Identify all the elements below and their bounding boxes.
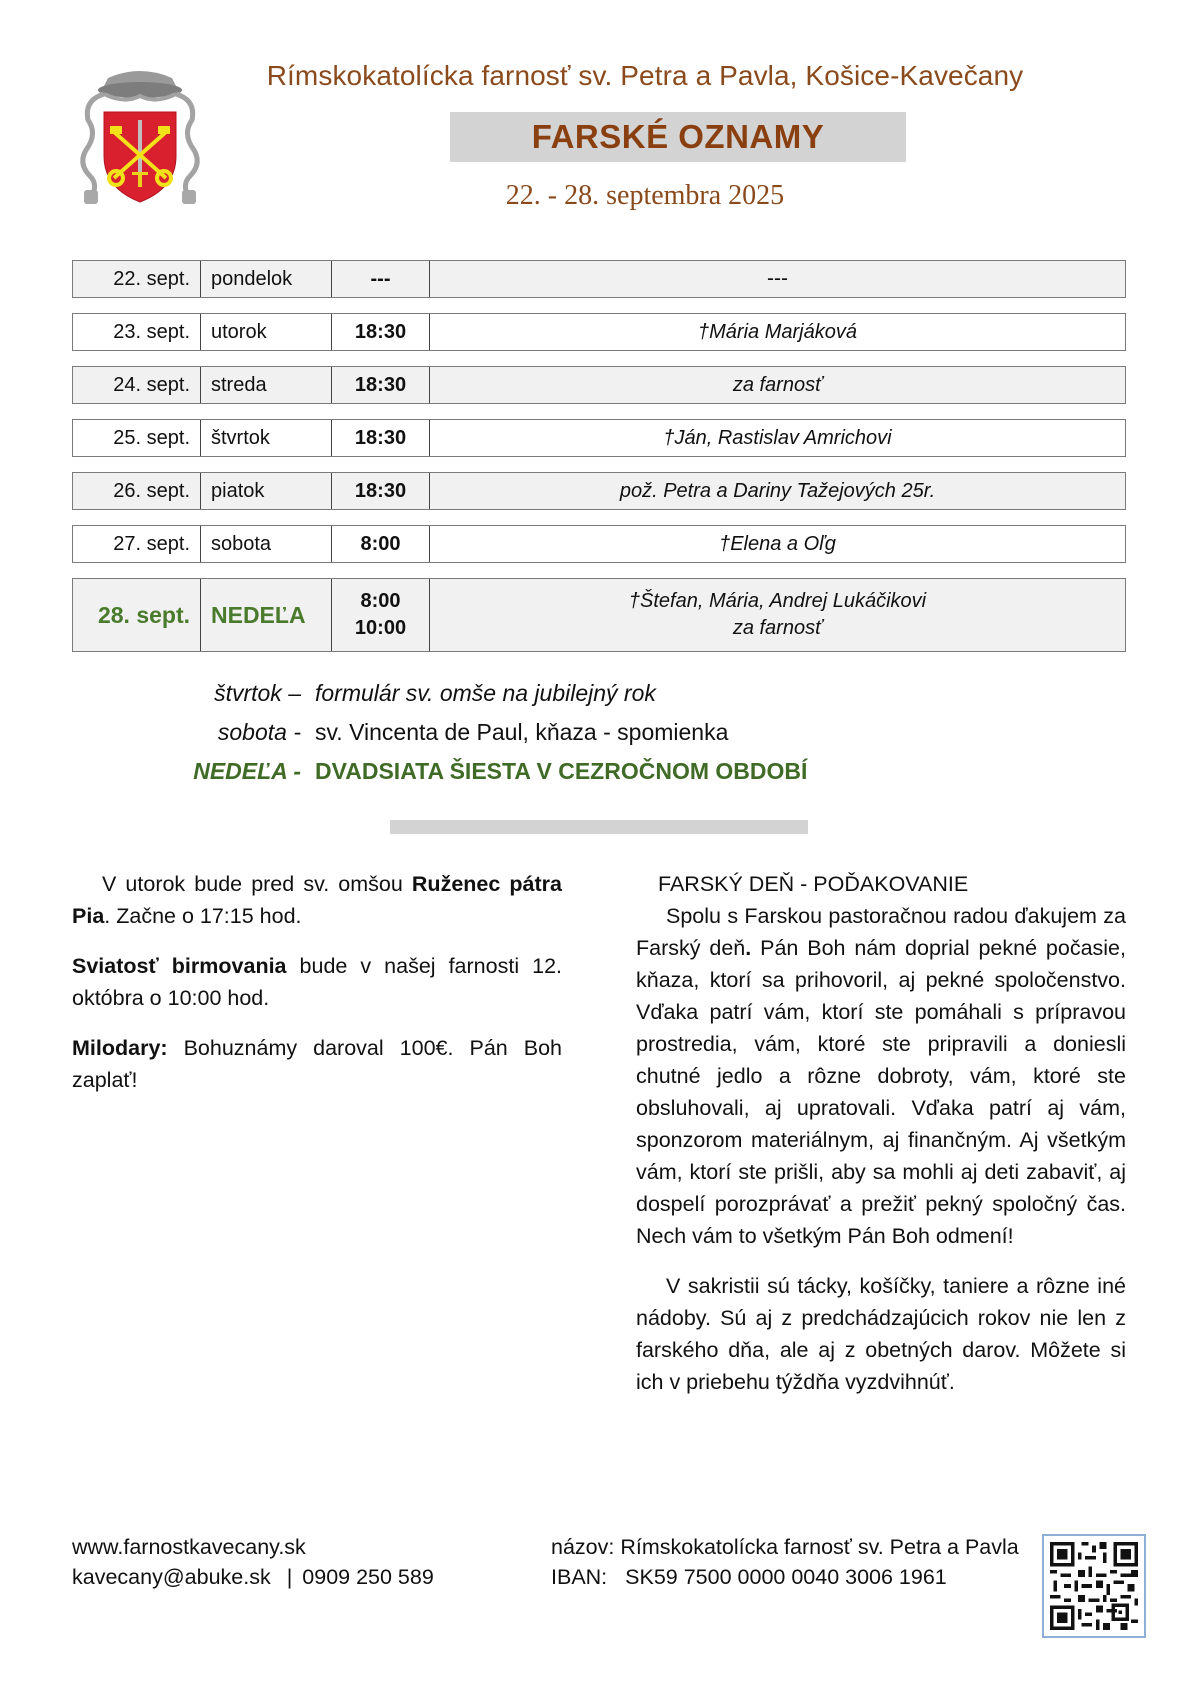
schedule-row xyxy=(72,419,1126,457)
text: bude v našej farnosti 12. októbra o 10:00 hod. xyxy=(72,954,563,1010)
schedule-row xyxy=(72,472,1126,510)
intention-text: †Štefan, Mária, Andrej Lukáčikovi xyxy=(628,590,927,612)
schedule-time xyxy=(332,261,430,297)
date-range: 22. - 28. septembra 2025 xyxy=(505,180,785,211)
sacristy-paragraph: V sakristii sú tácky, košíčky, taniere a rôzne iné nádoby. Sú aj z predchádzajúcich rokov nie len z farského dňa, ale aj z obetných darov. Môžete si ich v priebehu týždňa vyzdvihnúť. xyxy=(636,1274,1126,1394)
footer-contact xyxy=(72,1532,434,1592)
confirmation-announcement xyxy=(72,950,562,1014)
website-link[interactable]: www.farnostkavecany.sk xyxy=(72,1535,306,1559)
schedule-intention xyxy=(430,367,1125,403)
schedule-time xyxy=(332,367,430,403)
iban-label: IBAN: xyxy=(551,1565,608,1589)
note-label: štvrtok – xyxy=(214,680,301,706)
time-value: 8:00 xyxy=(360,590,401,612)
time-value: 10:00 xyxy=(354,617,407,639)
bold-text: Ruženec pátra Pia xyxy=(72,872,562,928)
bold-text: Sviatosť birmovania xyxy=(72,954,287,978)
schedule-day: streda xyxy=(201,367,332,403)
name-label: názov: xyxy=(551,1535,615,1559)
text: V utorok bude pred sv. omšou xyxy=(102,872,412,896)
schedule-date: 26. sept. xyxy=(73,473,201,509)
schedule-day: utorok xyxy=(201,314,332,350)
schedule-row xyxy=(72,313,1126,351)
schedule-row xyxy=(72,525,1126,563)
schedule-intention xyxy=(430,314,1125,350)
schedule-date: 27. sept. xyxy=(73,526,201,562)
announcements-right xyxy=(636,868,1126,1416)
schedule-date: 23. sept. xyxy=(73,314,201,350)
parish-name: Rímskokatolícka farnosť sv. Petra a Pavla, Košice-Kavečany xyxy=(266,60,1024,91)
schedule-day: sobota xyxy=(201,526,332,562)
phone-number: 0909 250 589 xyxy=(302,1565,434,1589)
note-text: formulár sv. omše na jubilejný rok xyxy=(315,680,656,706)
text: Bohuznámy daroval 100€. Pán Boh zaplať! xyxy=(72,1036,562,1092)
intention-text: za farnosť xyxy=(732,617,823,639)
text: Pán Boh nám doprial pekné počasie, kňaza, ktorí sa prihovoril, aj pekné spoločenstvo. Vďaka patrí vám, ktorí ste pomáhali s prípravou prostredia, vám, ktoré ste pripravili a doniesli chutné jedlo a rôzne dobroty, vám, ktoré ste obsluhovali, aj upratovali. Vďaka patrí aj vám, sponzorom materiálnym, aj finančným. Aj všetkým vám, ktorí ste prišli, aby sa mohli aj deti zabaviť, aj dospelí porozprávať a prežiť pekný spoločný čas. Nech vám to všetkým Pán Boh odmení! xyxy=(636,936,1126,1248)
intention-text: †Mária Marjáková xyxy=(698,320,857,343)
text: Spolu s Farskou pastoračnou radou ďakujem za Farský deň xyxy=(636,904,1126,960)
schedule-time xyxy=(332,473,430,509)
schedule-intention xyxy=(430,473,1125,509)
rosary-announcement xyxy=(72,868,562,932)
schedule-day: pondelok xyxy=(201,261,332,297)
time-value: --- xyxy=(370,267,391,290)
intention-text: pož. Petra a Dariny Tažejových 25r. xyxy=(619,479,936,502)
title-banner xyxy=(450,112,906,162)
schedule-date: 28. sept. xyxy=(73,579,201,651)
schedule-date: 25. sept. xyxy=(73,420,201,456)
schedule-date: 22. sept. xyxy=(73,261,201,297)
qr-code-icon xyxy=(1042,1534,1146,1638)
note-label: NEDEĽA - xyxy=(193,758,301,784)
schedule-day: NEDEĽA xyxy=(201,579,332,651)
intention-text: †Elena a Oľg xyxy=(719,532,836,555)
time-value: 18:30 xyxy=(354,320,407,343)
time-value: 18:30 xyxy=(354,426,407,449)
liturgical-note xyxy=(150,680,850,707)
schedule-day: piatok xyxy=(201,473,332,509)
intention-text: za farnosť xyxy=(732,373,823,396)
section-divider xyxy=(390,820,808,834)
iban-value: SK59 7500 0000 0040 3006 1961 xyxy=(625,1565,947,1589)
schedule-time xyxy=(332,526,430,562)
schedule-day: štvrtok xyxy=(201,420,332,456)
schedule-row xyxy=(72,260,1126,298)
time-value: 8:00 xyxy=(360,532,401,555)
page-title: FARSKÉ OZNAMY xyxy=(531,118,825,155)
parish-crest-icon xyxy=(74,60,206,208)
note-text: sv. Vincenta de Paul, kňaza - spomienka xyxy=(315,719,729,745)
time-value: 18:30 xyxy=(354,479,407,502)
announcements-left xyxy=(72,868,562,1114)
schedule-intention xyxy=(430,526,1125,562)
footer-bank xyxy=(551,1532,1019,1592)
time-value: 18:30 xyxy=(354,373,407,396)
section-heading: FARSKÝ DEŇ - POĎAKOVANIE xyxy=(658,872,969,896)
text: . xyxy=(745,936,752,960)
name-value: Rímskokatolícka farnosť sv. Petra a Pavla xyxy=(620,1535,1019,1559)
schedule-date: 24. sept. xyxy=(73,367,201,403)
liturgical-note-sunday xyxy=(150,758,850,785)
note-text: DVADSIATA ŠIESTA V CEZROČNOM OBDOBÍ xyxy=(315,758,808,784)
schedule-time xyxy=(332,420,430,456)
email-link[interactable]: kavecany@abuke.sk xyxy=(72,1565,271,1589)
schedule-time xyxy=(332,314,430,350)
intention-text: †Ján, Rastislav Amrichovi xyxy=(663,426,892,449)
schedule-intention xyxy=(430,579,1125,651)
schedule-row-sunday xyxy=(72,578,1126,652)
schedule-intention xyxy=(430,420,1125,456)
liturgical-note xyxy=(150,719,850,746)
thanks-paragraph xyxy=(636,900,1126,1252)
schedule-row xyxy=(72,366,1126,404)
text: . Začne o 17:15 hod. xyxy=(104,904,302,928)
separator: | xyxy=(286,1565,293,1589)
bold-text: Milodary: xyxy=(72,1036,168,1060)
schedule-time xyxy=(332,579,430,651)
intention-text: --- xyxy=(767,267,788,290)
note-label: sobota - xyxy=(217,719,301,745)
donations-announcement xyxy=(72,1032,562,1096)
schedule-intention xyxy=(430,261,1125,297)
